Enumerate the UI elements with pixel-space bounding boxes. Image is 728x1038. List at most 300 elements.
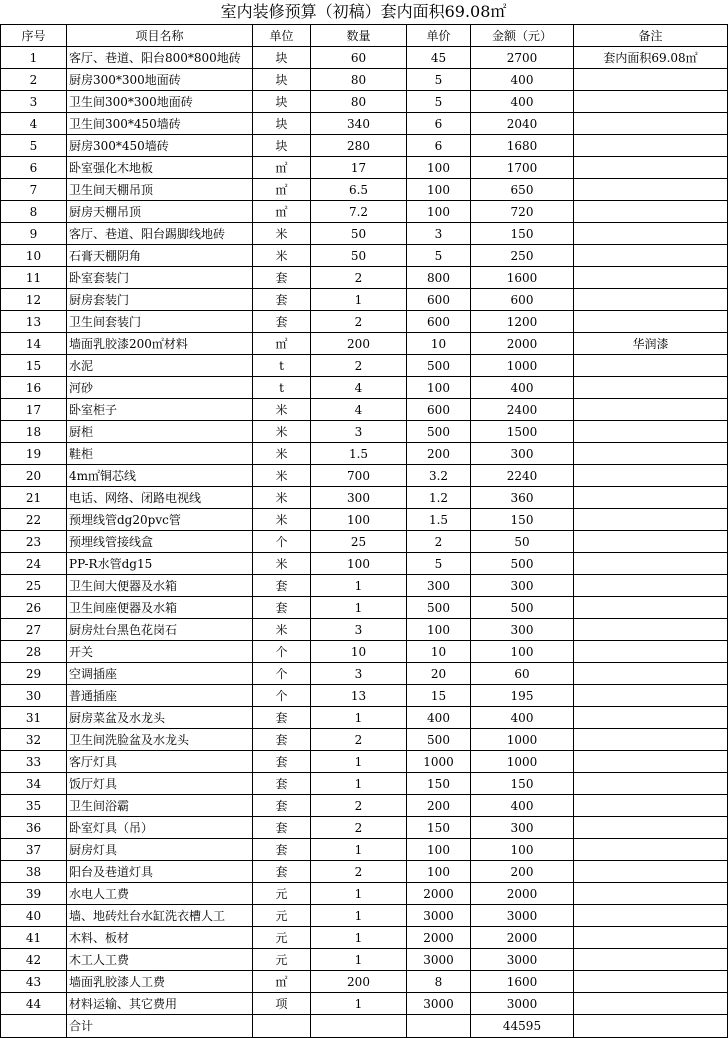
cell-note [574, 971, 728, 993]
cell-note: 华润漆 [574, 333, 728, 355]
table-row [1, 267, 728, 289]
total-label: 合计 [67, 1015, 253, 1038]
cell-item: 厨房灯具 [67, 839, 253, 861]
cell-amount: 2400 [471, 399, 574, 421]
cell-amount: 3000 [471, 949, 574, 971]
cell-price: 600 [407, 399, 471, 421]
cell-seq: 15 [1, 355, 67, 377]
cell-note [574, 509, 728, 531]
cell-item: 厨房天棚吊顶 [67, 201, 253, 223]
cell-note [574, 663, 728, 685]
cell-unit: ㎡ [253, 333, 311, 355]
cell-unit: ㎡ [253, 971, 311, 993]
table-row [1, 861, 728, 883]
cell-amount: 60 [471, 663, 574, 685]
cell-note [574, 421, 728, 443]
cell-amount: 400 [471, 91, 574, 113]
cell-seq: 11 [1, 267, 67, 289]
cell-unit: 元 [253, 883, 311, 905]
cell-unit: ㎡ [253, 201, 311, 223]
cell-amount: 1000 [471, 355, 574, 377]
cell-note [574, 839, 728, 861]
cell-qty: 1 [311, 993, 407, 1015]
cell-amount: 600 [471, 289, 574, 311]
table-row [1, 157, 728, 179]
cell-amount: 50 [471, 531, 574, 553]
cell-seq: 29 [1, 663, 67, 685]
table-row [1, 949, 728, 971]
cell-note [574, 487, 728, 509]
cell-qty: 2 [311, 267, 407, 289]
cell-seq: 37 [1, 839, 67, 861]
cell-qty: 1 [311, 575, 407, 597]
table-row [1, 245, 728, 267]
cell-unit: 元 [253, 927, 311, 949]
cell-price: 6 [407, 135, 471, 157]
cell-unit: 项 [253, 993, 311, 1015]
cell-note [574, 751, 728, 773]
cell-unit: 个 [253, 531, 311, 553]
cell-unit: 米 [253, 443, 311, 465]
table-row [1, 135, 728, 157]
cell-item: 河砂 [67, 377, 253, 399]
cell-amount: 2000 [471, 927, 574, 949]
cell-qty: 3 [311, 421, 407, 443]
table-row [1, 377, 728, 399]
cell-price: 2000 [407, 927, 471, 949]
cell-note: 套内面积69.08㎡ [574, 47, 728, 69]
total-seq-cell [1, 1015, 67, 1038]
cell-price: 150 [407, 817, 471, 839]
cell-amount: 195 [471, 685, 574, 707]
cell-seq: 43 [1, 971, 67, 993]
cell-item: 木工人工费 [67, 949, 253, 971]
cell-unit: 套 [253, 707, 311, 729]
cell-item: 卫生间浴霸 [67, 795, 253, 817]
cell-seq: 40 [1, 905, 67, 927]
cell-price: 3 [407, 223, 471, 245]
cell-qty: 100 [311, 509, 407, 531]
cell-note [574, 377, 728, 399]
cell-price: 10 [407, 333, 471, 355]
cell-unit: 套 [253, 729, 311, 751]
cell-price: 500 [407, 355, 471, 377]
cell-qty: 1 [311, 707, 407, 729]
cell-item: 预埋线管dg20pvc管 [67, 509, 253, 531]
cell-unit: t [253, 355, 311, 377]
table-row [1, 971, 728, 993]
table-row [1, 795, 728, 817]
cell-price: 8 [407, 971, 471, 993]
cell-note [574, 773, 728, 795]
cell-note [574, 861, 728, 883]
cell-item: 卧室套装门 [67, 267, 253, 289]
table-row [1, 311, 728, 333]
cell-seq: 44 [1, 993, 67, 1015]
cell-amount: 3000 [471, 905, 574, 927]
cell-qty: 300 [311, 487, 407, 509]
cell-seq: 7 [1, 179, 67, 201]
cell-item: 空调插座 [67, 663, 253, 685]
cell-amount: 2700 [471, 47, 574, 69]
header-seq: 序号 [1, 25, 67, 47]
cell-seq: 32 [1, 729, 67, 751]
cell-qty: 1 [311, 839, 407, 861]
cell-amount: 1600 [471, 267, 574, 289]
cell-item: 开关 [67, 641, 253, 663]
cell-qty: 7.2 [311, 201, 407, 223]
cell-item: 木料、板材 [67, 927, 253, 949]
table-row [1, 421, 728, 443]
cell-amount: 150 [471, 223, 574, 245]
cell-note [574, 289, 728, 311]
cell-price: 100 [407, 839, 471, 861]
cell-amount: 1680 [471, 135, 574, 157]
cell-item: 客厅、巷道、阳台踢脚线地砖 [67, 223, 253, 245]
cell-seq: 5 [1, 135, 67, 157]
cell-qty: 700 [311, 465, 407, 487]
cell-price: 100 [407, 201, 471, 223]
cell-amount: 200 [471, 861, 574, 883]
table-row [1, 883, 728, 905]
table-row [1, 465, 728, 487]
cell-seq: 6 [1, 157, 67, 179]
cell-price: 1.2 [407, 487, 471, 509]
cell-amount: 2040 [471, 113, 574, 135]
table-row [1, 69, 728, 91]
cell-item: 厨房300*450墙砖 [67, 135, 253, 157]
cell-qty: 2 [311, 817, 407, 839]
cell-item: 卫生间座便器及水箱 [67, 597, 253, 619]
table-row [1, 333, 728, 355]
cell-seq: 20 [1, 465, 67, 487]
cell-note [574, 619, 728, 641]
cell-item: 水电人工费 [67, 883, 253, 905]
cell-item: 鞋柜 [67, 443, 253, 465]
cell-unit: 个 [253, 685, 311, 707]
cell-seq: 41 [1, 927, 67, 949]
table-row [1, 113, 728, 135]
cell-unit: 米 [253, 421, 311, 443]
table-row [1, 839, 728, 861]
cell-amount: 500 [471, 597, 574, 619]
cell-seq: 17 [1, 399, 67, 421]
cell-note [574, 157, 728, 179]
cell-unit: 元 [253, 949, 311, 971]
cell-note [574, 641, 728, 663]
table-row [1, 619, 728, 641]
cell-seq: 30 [1, 685, 67, 707]
cell-amount: 1200 [471, 311, 574, 333]
cell-price: 3000 [407, 905, 471, 927]
cell-unit: 套 [253, 817, 311, 839]
cell-qty: 200 [311, 333, 407, 355]
cell-qty: 200 [311, 971, 407, 993]
total-row [1, 1015, 728, 1038]
total-note-cell [574, 1015, 728, 1038]
cell-item: 卧室强化木地板 [67, 157, 253, 179]
cell-qty: 340 [311, 113, 407, 135]
table-row [1, 201, 728, 223]
cell-item: 卧室灯具（吊） [67, 817, 253, 839]
cell-note [574, 91, 728, 113]
cell-amount: 1000 [471, 751, 574, 773]
cell-note [574, 443, 728, 465]
cell-unit: 套 [253, 311, 311, 333]
cell-note [574, 597, 728, 619]
cell-note [574, 179, 728, 201]
cell-qty: 1 [311, 597, 407, 619]
cell-unit: 米 [253, 487, 311, 509]
cell-unit: 块 [253, 47, 311, 69]
table-row [1, 91, 728, 113]
cell-seq: 18 [1, 421, 67, 443]
total-price-cell [407, 1015, 471, 1038]
cell-amount: 400 [471, 707, 574, 729]
cell-note [574, 245, 728, 267]
cell-qty: 2 [311, 729, 407, 751]
cell-seq: 12 [1, 289, 67, 311]
cell-amount: 300 [471, 817, 574, 839]
total-amount: 44595 [471, 1015, 574, 1038]
table-row [1, 509, 728, 531]
cell-seq: 13 [1, 311, 67, 333]
cell-item: 卧室柜子 [67, 399, 253, 421]
cell-qty: 2 [311, 861, 407, 883]
cell-price: 2000 [407, 883, 471, 905]
cell-amount: 150 [471, 509, 574, 531]
cell-qty: 1 [311, 905, 407, 927]
cell-seq: 9 [1, 223, 67, 245]
cell-price: 500 [407, 421, 471, 443]
cell-price: 5 [407, 245, 471, 267]
table-row [1, 575, 728, 597]
cell-seq: 26 [1, 597, 67, 619]
cell-unit: 米 [253, 223, 311, 245]
table-row [1, 289, 728, 311]
header-unit: 单位 [253, 25, 311, 47]
cell-item: 厨房300*300地面砖 [67, 69, 253, 91]
cell-price: 200 [407, 443, 471, 465]
cell-amount: 1500 [471, 421, 574, 443]
cell-price: 300 [407, 575, 471, 597]
cell-note [574, 465, 728, 487]
cell-unit: 米 [253, 619, 311, 641]
cell-price: 3.2 [407, 465, 471, 487]
cell-seq: 2 [1, 69, 67, 91]
cell-qty: 1 [311, 927, 407, 949]
header-row [1, 25, 728, 47]
cell-amount: 100 [471, 839, 574, 861]
cell-qty: 80 [311, 91, 407, 113]
cell-price: 100 [407, 619, 471, 641]
cell-amount: 2240 [471, 465, 574, 487]
cell-qty: 60 [311, 47, 407, 69]
cell-seq: 42 [1, 949, 67, 971]
cell-note [574, 685, 728, 707]
cell-item: 阳台及巷道灯具 [67, 861, 253, 883]
table-row [1, 905, 728, 927]
cell-qty: 3 [311, 619, 407, 641]
table-row [1, 47, 728, 69]
cell-amount: 1600 [471, 971, 574, 993]
cell-unit: 米 [253, 245, 311, 267]
cell-qty: 2 [311, 795, 407, 817]
cell-seq: 38 [1, 861, 67, 883]
cell-qty: 2 [311, 355, 407, 377]
header-amount: 金额（元） [471, 25, 574, 47]
cell-amount: 300 [471, 575, 574, 597]
cell-price: 15 [407, 685, 471, 707]
cell-seq: 31 [1, 707, 67, 729]
cell-seq: 35 [1, 795, 67, 817]
cell-qty: 280 [311, 135, 407, 157]
cell-item: 墙面乳胶漆200㎡材料 [67, 333, 253, 355]
cell-seq: 28 [1, 641, 67, 663]
cell-seq: 33 [1, 751, 67, 773]
cell-qty: 6.5 [311, 179, 407, 201]
cell-unit: 米 [253, 509, 311, 531]
cell-item: 普通插座 [67, 685, 253, 707]
table-row [1, 707, 728, 729]
cell-note [574, 993, 728, 1015]
cell-item: 卫生间套装门 [67, 311, 253, 333]
cell-qty: 80 [311, 69, 407, 91]
cell-item: 厨房菜盆及水龙头 [67, 707, 253, 729]
cell-seq: 4 [1, 113, 67, 135]
cell-unit: 套 [253, 267, 311, 289]
table-body [1, 47, 728, 1015]
cell-item: 厨房套装门 [67, 289, 253, 311]
cell-seq: 36 [1, 817, 67, 839]
cell-note [574, 949, 728, 971]
cell-price: 800 [407, 267, 471, 289]
cell-note [574, 575, 728, 597]
cell-item: 材料运输、其它费用 [67, 993, 253, 1015]
cell-unit: 块 [253, 135, 311, 157]
cell-unit: 套 [253, 597, 311, 619]
cell-item: 饭厅灯具 [67, 773, 253, 795]
cell-qty: 13 [311, 685, 407, 707]
cell-note [574, 113, 728, 135]
cell-price: 5 [407, 553, 471, 575]
cell-unit: 米 [253, 465, 311, 487]
cell-price: 1.5 [407, 509, 471, 531]
cell-note [574, 905, 728, 927]
cell-price: 500 [407, 597, 471, 619]
cell-unit: 套 [253, 839, 311, 861]
cell-qty: 1 [311, 949, 407, 971]
cell-seq: 22 [1, 509, 67, 531]
cell-item: 客厅、巷道、阳台800*800地砖 [67, 47, 253, 69]
cell-qty: 1 [311, 289, 407, 311]
cell-item: 卫生间天棚吊顶 [67, 179, 253, 201]
cell-price: 600 [407, 289, 471, 311]
cell-amount: 720 [471, 201, 574, 223]
cell-unit: 套 [253, 861, 311, 883]
table-row [1, 597, 728, 619]
cell-item: 水泥 [67, 355, 253, 377]
cell-seq: 21 [1, 487, 67, 509]
cell-qty: 1.5 [311, 443, 407, 465]
cell-price: 45 [407, 47, 471, 69]
cell-price: 5 [407, 69, 471, 91]
cell-price: 3000 [407, 949, 471, 971]
cell-item: 卫生间大便器及水箱 [67, 575, 253, 597]
cell-item: 电话、网络、闭路电视线 [67, 487, 253, 509]
cell-note [574, 355, 728, 377]
cell-note [574, 883, 728, 905]
cell-unit: ㎡ [253, 179, 311, 201]
cell-note [574, 223, 728, 245]
cell-amount: 300 [471, 619, 574, 641]
cell-seq: 24 [1, 553, 67, 575]
cell-unit: 个 [253, 663, 311, 685]
cell-unit: ㎡ [253, 157, 311, 179]
table-row [1, 927, 728, 949]
cell-item: 预埋线管接线盒 [67, 531, 253, 553]
cell-seq: 34 [1, 773, 67, 795]
cell-note [574, 267, 728, 289]
cell-item: 卫生间300*300地面砖 [67, 91, 253, 113]
table-row [1, 641, 728, 663]
cell-price: 20 [407, 663, 471, 685]
cell-seq: 23 [1, 531, 67, 553]
cell-seq: 8 [1, 201, 67, 223]
total-unit-cell [253, 1015, 311, 1038]
cell-item: 墙、地砖灶台水缸洗衣槽人工 [67, 905, 253, 927]
table-row [1, 399, 728, 421]
cell-qty: 17 [311, 157, 407, 179]
cell-seq: 16 [1, 377, 67, 399]
table-row [1, 531, 728, 553]
cell-amount: 250 [471, 245, 574, 267]
cell-unit: 块 [253, 113, 311, 135]
cell-note [574, 531, 728, 553]
cell-amount: 150 [471, 773, 574, 795]
table-row [1, 355, 728, 377]
cell-item: 卫生间300*450墙砖 [67, 113, 253, 135]
cell-qty: 4 [311, 377, 407, 399]
cell-note [574, 729, 728, 751]
cell-item: 厨房灶台黑色花岗石 [67, 619, 253, 641]
table-row [1, 223, 728, 245]
cell-qty: 50 [311, 223, 407, 245]
cell-qty: 100 [311, 553, 407, 575]
cell-amount: 2000 [471, 883, 574, 905]
cell-note [574, 311, 728, 333]
cell-item: 卫生间洗脸盆及水龙头 [67, 729, 253, 751]
cell-amount: 400 [471, 795, 574, 817]
cell-note [574, 927, 728, 949]
cell-seq: 39 [1, 883, 67, 905]
sheet-title: 室内装修预算（初稿）套内面积69.08㎡ [220, 2, 507, 21]
cell-unit: t [253, 377, 311, 399]
cell-qty: 2 [311, 311, 407, 333]
cell-unit: 套 [253, 795, 311, 817]
header-item: 项目名称 [67, 25, 253, 47]
cell-note [574, 201, 728, 223]
cell-qty: 4 [311, 399, 407, 421]
cell-seq: 25 [1, 575, 67, 597]
table-row [1, 553, 728, 575]
cell-price: 6 [407, 113, 471, 135]
cell-seq: 10 [1, 245, 67, 267]
cell-item: 墙面乳胶漆人工费 [67, 971, 253, 993]
cell-item: PP-R水管dg15 [67, 553, 253, 575]
table-row [1, 487, 728, 509]
cell-unit: 米 [253, 399, 311, 421]
